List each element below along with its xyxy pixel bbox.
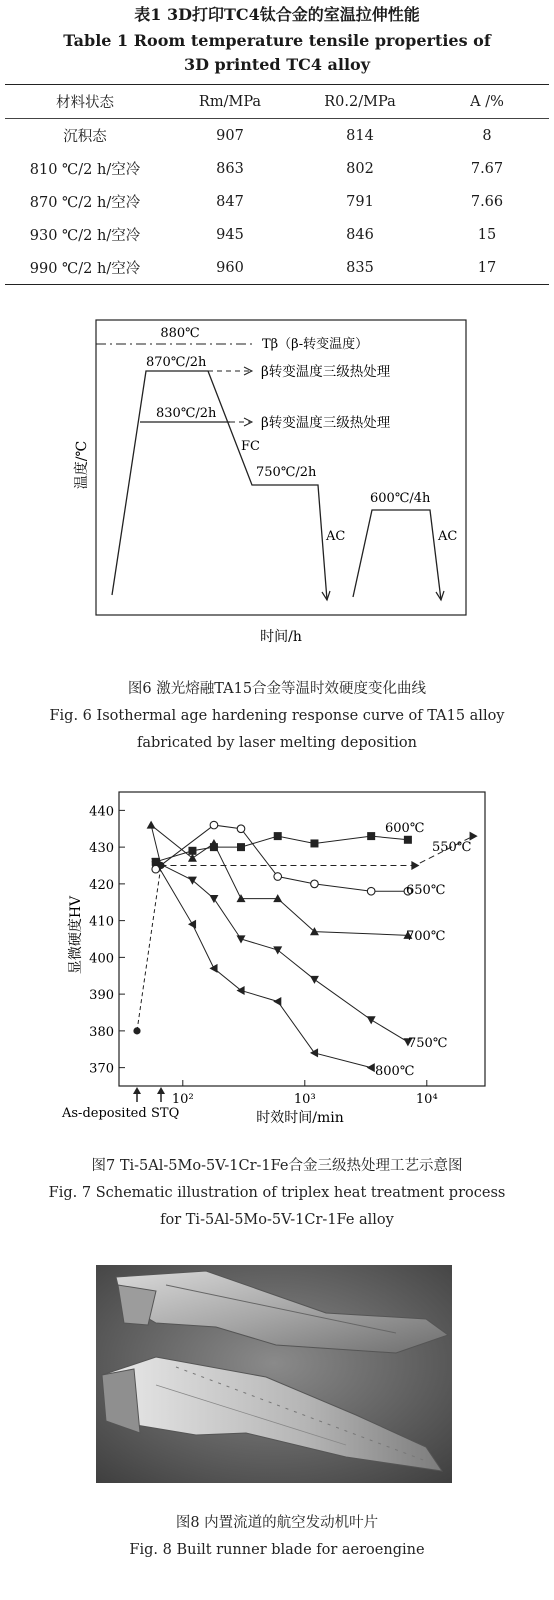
stq-label: STQ [151, 1106, 180, 1121]
step-830-label: 830℃/2h [156, 406, 217, 421]
data-point [274, 832, 282, 840]
heat-curve-aging [353, 510, 441, 600]
table1-title-zh: 表1 3D打印TC4钛合金的室温拉伸性能 [134, 5, 420, 24]
table-cell: 863 [216, 160, 244, 177]
as-deposited-arrow-head [133, 1087, 141, 1094]
data-point [147, 821, 156, 829]
fig6-caption-en-2: fabricated by laser melting deposition [136, 735, 417, 751]
table-cell: 960 [216, 259, 244, 276]
data-point [209, 839, 218, 847]
table1-title-en-1: Table 1 Room temperature tensile properties of [63, 31, 491, 50]
table-cell: 791 [346, 193, 374, 210]
as-deposited-label: As-deposited [62, 1106, 147, 1121]
data-point [310, 1048, 318, 1057]
y-tick-label: 390 [89, 988, 114, 1004]
series-label: 700℃ [406, 929, 446, 944]
data-point [311, 880, 319, 888]
step-750-label: 750℃/2h [256, 465, 317, 480]
table-cell: 835 [346, 259, 374, 276]
data-point [367, 832, 375, 840]
data-point [210, 821, 218, 829]
y-tick-label: 420 [89, 877, 114, 893]
ac-label-2: AC [438, 529, 458, 544]
data-point [274, 873, 282, 881]
table-cell: 945 [216, 226, 244, 243]
data-point [188, 847, 196, 855]
table-row [5, 251, 549, 284]
stq-arrow-head [157, 1087, 165, 1094]
table-row [5, 152, 549, 185]
note-below: β转变温度三级热处理 [261, 415, 391, 431]
fig7-caption-en-1: Fig. 7 Schematic illustration of triplex heat treatment process [48, 1185, 506, 1201]
table-header-row [5, 85, 549, 119]
blade-photo-image [96, 1265, 452, 1483]
header-cell: A /% [470, 93, 504, 110]
diagram-y-label: 温度/℃ [74, 440, 90, 490]
step-600-label: 600℃/4h [370, 491, 431, 506]
series-label: 800℃ [375, 1064, 415, 1079]
y-tick-label: 400 [89, 951, 114, 967]
fig7-caption-zh: 图7 Ti-5Al-5Mo-5V-1Cr-1Fe合金三级热处理工艺示意图 [91, 1158, 463, 1174]
series-label: 600℃ [385, 821, 425, 836]
series-line-800℃ [156, 862, 371, 1068]
data-point [237, 825, 245, 833]
fig7-caption-en-2: for Ti-5Al-5Mo-5V-1Cr-1Fe alloy [160, 1212, 394, 1228]
data-point [209, 964, 217, 973]
table-cell: 990 ℃/2 h/空冷 [29, 261, 141, 277]
header-cell: 材料状态 [56, 95, 114, 111]
table-cell: 870 ℃/2 h/空冷 [29, 195, 141, 211]
data-point [237, 843, 245, 851]
tbeta-temp-label: 880℃ [160, 326, 200, 341]
data-point [273, 946, 282, 954]
header-cell: Rm/MPa [198, 93, 262, 110]
ac-label-1: AC [326, 529, 346, 544]
series-label: 650℃ [406, 883, 446, 898]
y-tick-label: 380 [89, 1024, 114, 1040]
fig8-caption-zh: 图8 内置流道的航空发动机叶片 [175, 1515, 379, 1531]
table-cell: 810 ℃/2 h/空冷 [29, 162, 141, 178]
fig6-caption-en-1: Fig. 6 Isothermal age hardening response curve of TA15 alloy [49, 708, 505, 724]
table-row [5, 218, 549, 251]
table-cell: 7.66 [470, 193, 504, 210]
table1 [5, 84, 549, 285]
fc-label: FC [241, 439, 260, 454]
table-cell: 814 [346, 127, 374, 144]
y-tick-label: 430 [89, 841, 114, 857]
header-cell: R0.2/MPa [324, 93, 396, 110]
as-deposited-to-stq-line [137, 866, 161, 1031]
data-point [188, 920, 196, 929]
y-tick-label: 410 [89, 914, 114, 930]
table-cell: 8 [482, 127, 492, 144]
data-point [411, 861, 419, 870]
table-cell: 沉积态 [63, 129, 107, 145]
x-tick-label: 10³ [293, 1092, 316, 1107]
data-point [273, 997, 281, 1006]
table-cell: 846 [346, 226, 374, 243]
fig6-caption-zh: 图6 激光熔融TA15合金等温时效硬度变化曲线 [127, 681, 427, 697]
note-above: β转变温度三级热处理 [261, 364, 391, 380]
y-tick-label: 370 [89, 1061, 114, 1077]
data-point [209, 895, 218, 903]
table-cell: 17 [477, 259, 497, 276]
series-label: 750℃ [408, 1036, 448, 1051]
x-tick-label: 10² [171, 1092, 194, 1107]
chart-y-label: 显微硬度HV [68, 895, 84, 975]
chart-x-label: 时效时间/min [256, 1110, 344, 1126]
tbeta-label: Tβ（β-转变温度） [262, 337, 369, 352]
data-point [310, 976, 319, 984]
table-cell: 7.67 [470, 160, 504, 177]
blade-photo [96, 1265, 452, 1483]
data-point [310, 839, 318, 847]
data-point [404, 836, 412, 844]
heat-treatment-diagram [0, 310, 554, 650]
diagram-x-label: 时间/h [260, 629, 302, 645]
data-point [367, 1016, 376, 1024]
table-cell: 907 [216, 127, 244, 144]
as-deposited-point [133, 1027, 140, 1034]
table-cell: 802 [346, 160, 374, 177]
data-point [188, 854, 197, 862]
table-cell: 15 [477, 226, 497, 243]
fig8-caption-en: Fig. 8 Built runner blade for aeroengine [129, 1542, 425, 1558]
table-row [5, 185, 549, 218]
table-row [5, 119, 549, 152]
hardness-chart [0, 785, 554, 1135]
data-point [367, 887, 375, 895]
table-cell: 847 [216, 193, 244, 210]
y-tick-label: 440 [89, 804, 114, 820]
step-870-label: 870℃/2h [146, 355, 207, 370]
x-tick-label: 10⁴ [415, 1092, 438, 1107]
data-point [367, 1063, 375, 1072]
table-cell: 930 ℃/2 h/空冷 [29, 228, 141, 244]
table1-title-en-2: 3D printed TC4 alloy [183, 55, 371, 74]
series-label: 550℃ [432, 840, 472, 855]
heat-curve-main [112, 371, 327, 600]
